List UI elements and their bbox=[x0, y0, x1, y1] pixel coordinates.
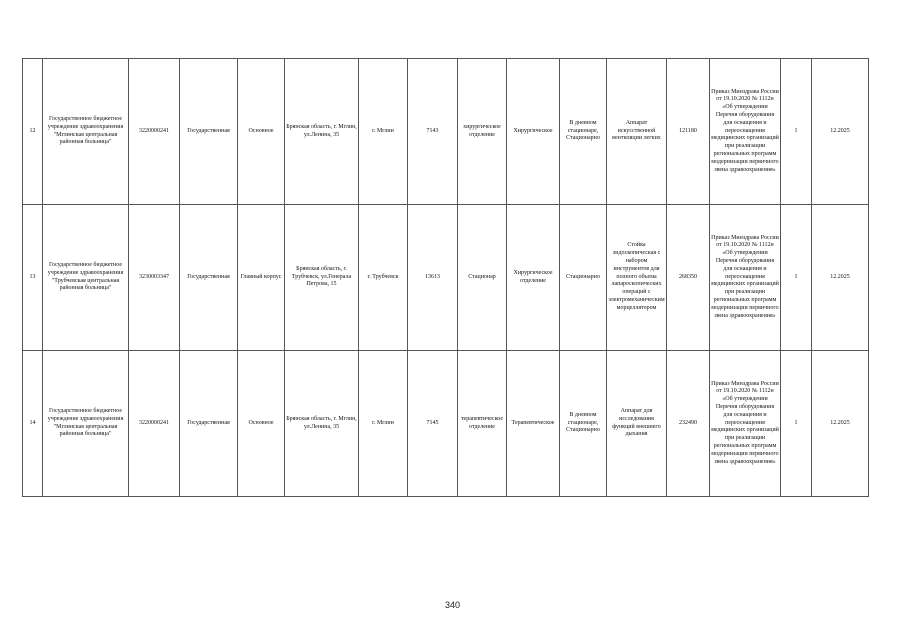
department-code: 7143 bbox=[408, 59, 458, 205]
ownership-form: Государственная bbox=[180, 351, 238, 497]
equipment-name: Стойка эндоскопическая с набором инструментов для полного объема лапароскопических операций с электромеханическим морцеллятором bbox=[607, 205, 667, 351]
equipment-name: Аппарат для исследования функций внешнего дыхания bbox=[607, 351, 667, 497]
building: Основное bbox=[238, 59, 285, 205]
ownership-form: Государственная bbox=[180, 59, 238, 205]
regulatory-order: Приказ Минздрава России от 19.10.2020 № 1112н «Об утверждении Перечня оборудования для оснащения и переоснащения медицинских организаций при реализации региональных программ модернизации первичного звена здравоохранения» bbox=[710, 59, 781, 205]
quantity: 1 bbox=[781, 59, 812, 205]
quantity: 1 bbox=[781, 351, 812, 497]
regulatory-order: Приказ Минздрава России от 19.10.2020 № 1112н «Об утверждении Перечня оборудования для оснащения и переоснащения медицинских организаций при реализации региональных программ модернизации первичного звена здравоохранения» bbox=[710, 351, 781, 497]
address: Брянская область, г. Трубчевск, ул.Генерала Петрова, 15 bbox=[285, 205, 359, 351]
care-type: В дневном стационаре, Стационарно bbox=[560, 59, 607, 205]
equipment-code: 232490 bbox=[667, 351, 710, 497]
care-type: Стационарно bbox=[560, 205, 607, 351]
row-number: 13 bbox=[23, 205, 43, 351]
department: хирургическое отделение bbox=[458, 59, 507, 205]
page-number: 340 bbox=[444, 600, 461, 610]
table-row bbox=[23, 205, 869, 351]
locality: г. Мглин bbox=[359, 351, 408, 497]
ownership-form: Государственная bbox=[180, 205, 238, 351]
equipment-register-table bbox=[22, 58, 869, 497]
equipment-code: 268350 bbox=[667, 205, 710, 351]
department: Стационар bbox=[458, 205, 507, 351]
table-row bbox=[23, 351, 869, 497]
building: Главный корпус bbox=[238, 205, 285, 351]
institution-name: Государственное бюджетное учреждение здравоохранения "Мглинская центральная районная больница" bbox=[43, 351, 129, 497]
inn: 3230003347 bbox=[129, 205, 180, 351]
building: Основное bbox=[238, 351, 285, 497]
row-number: 14 bbox=[23, 351, 43, 497]
table-row bbox=[23, 59, 869, 205]
quantity: 1 bbox=[781, 205, 812, 351]
address: Брянская область, г. Мглин, ул.Ленина, 35 bbox=[285, 351, 359, 497]
delivery-date: 12.2025 bbox=[812, 351, 869, 497]
department-code: 7145 bbox=[408, 351, 458, 497]
locality: г. Мглин bbox=[359, 59, 408, 205]
equipment-name: Аппарат искусственной вентиляции легких bbox=[607, 59, 667, 205]
address: Брянская область, г. Мглин, ул.Ленина, 35 bbox=[285, 59, 359, 205]
profile: Хирургическое отделение bbox=[507, 205, 560, 351]
profile: Хирургическое bbox=[507, 59, 560, 205]
delivery-date: 12.2025 bbox=[812, 59, 869, 205]
institution-name: Государственное бюджетное учреждение здравоохранения "Мглинская центральная районная больница" bbox=[43, 59, 129, 205]
equipment-code: 121180 bbox=[667, 59, 710, 205]
delivery-date: 12.2025 bbox=[812, 205, 869, 351]
regulatory-order: Приказ Минздрава России от 19.10.2020 № 1112н «Об утверждении Перечня оборудования для оснащения и переоснащения медицинских организаций при реализации региональных программ модернизации первичного звена здравоохранения» bbox=[710, 205, 781, 351]
department: терапевтическое отделение bbox=[458, 351, 507, 497]
inn: 3220000241 bbox=[129, 59, 180, 205]
care-type: В дневном стационаре, Стационарно bbox=[560, 351, 607, 497]
profile: Терапевтическое bbox=[507, 351, 560, 497]
locality: г. Трубчевск bbox=[359, 205, 408, 351]
institution-name: Государственное бюджетное учреждение здравоохранения "Трубчевская центральная районная больница" bbox=[43, 205, 129, 351]
inn: 3220000241 bbox=[129, 351, 180, 497]
row-number: 12 bbox=[23, 59, 43, 205]
department-code: 13613 bbox=[408, 205, 458, 351]
